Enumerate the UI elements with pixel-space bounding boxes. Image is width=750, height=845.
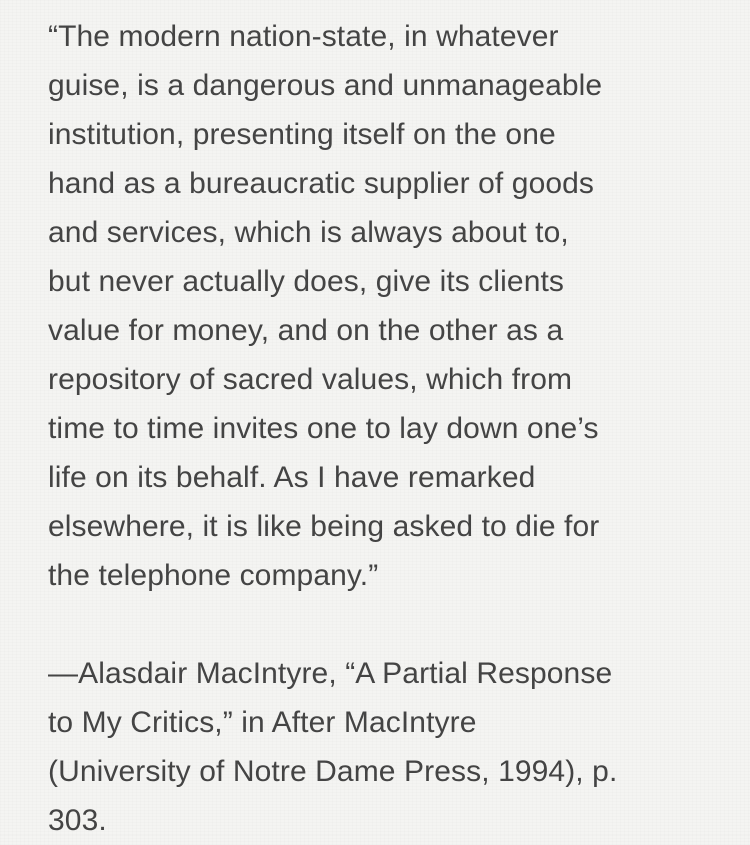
paragraph-spacer bbox=[48, 600, 738, 649]
quote-line: institution, presenting itself on the one bbox=[48, 118, 556, 151]
quote-block bbox=[48, 12, 738, 600]
attribution-line: (University of Notre Dame Press, 1994), p. bbox=[48, 755, 618, 788]
quote-line: value for money, and on the other as a bbox=[48, 314, 564, 347]
attribution-line: 303. bbox=[48, 804, 107, 837]
quote-line: the telephone company.” bbox=[48, 559, 379, 592]
quote-line: “The modern nation-state, in whatever bbox=[48, 20, 559, 53]
attribution-line: —Alasdair MacIntyre, “A Partial Response bbox=[48, 657, 613, 690]
quote-line: but never actually does, give its clients bbox=[48, 265, 565, 298]
attribution-line: to My Critics,” in After MacIntyre bbox=[48, 706, 477, 739]
quote-line: hand as a bureaucratic supplier of goods bbox=[48, 167, 595, 200]
quote-line: time to time invites one to lay down one’s bbox=[48, 412, 599, 445]
quote-line: life on its behalf. As I have remarked bbox=[48, 461, 536, 494]
quote-line: and services, which is always about to, bbox=[48, 216, 569, 249]
quote-line: guise, is a dangerous and unmanageable bbox=[48, 69, 603, 102]
note-body bbox=[48, 12, 738, 845]
quote-line: repository of sacred values, which from bbox=[48, 363, 573, 396]
quote-line: elsewhere, it is like being asked to die for bbox=[48, 510, 600, 543]
attribution-block bbox=[48, 649, 738, 845]
